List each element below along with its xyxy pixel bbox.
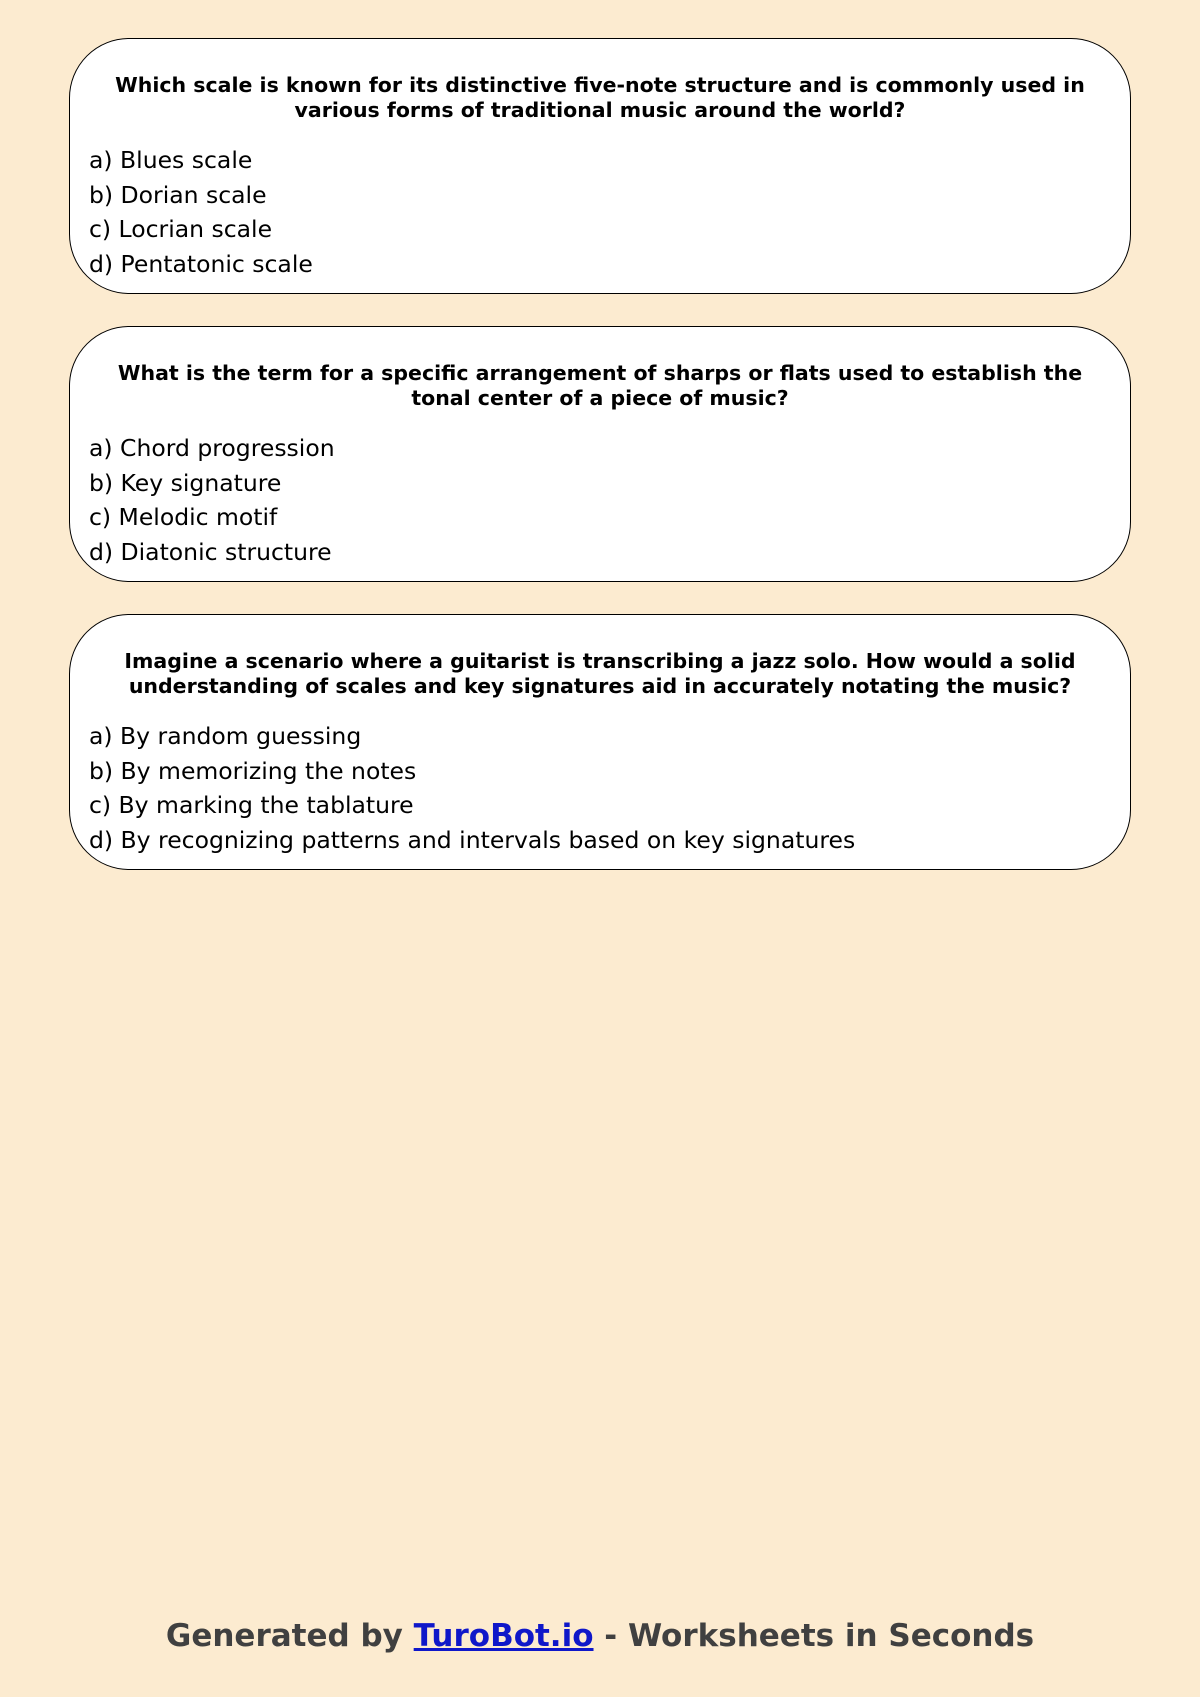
option-d: d) Diatonic structure: [89, 537, 332, 566]
options-list: [89, 143, 1130, 281]
options-list: [89, 719, 1130, 857]
option-b: b) Dorian scale: [89, 180, 267, 209]
footer-suffix: - Worksheets in Seconds: [593, 1618, 1035, 1654]
question-card-3: [69, 614, 1131, 870]
turobot-link[interactable]: TuroBot.io: [413, 1618, 594, 1654]
option-a: a) By random guessing: [89, 722, 362, 750]
option-c: c) By marking the tablature: [89, 791, 414, 819]
option-b: b) By memorizing the notes: [89, 756, 417, 785]
option-d: d) By recognizing patterns and intervals based on key signatures: [89, 825, 856, 854]
option-c: c) Melodic motif: [89, 503, 278, 531]
question-card-2: [69, 326, 1131, 582]
option-b: b) Key signature: [89, 468, 282, 497]
option-a: a) Chord progression: [89, 434, 335, 462]
option-d: d) Pentatonic scale: [89, 249, 313, 278]
footer-prefix: Generated by: [165, 1618, 414, 1654]
question-text: What is the term for a specific arrangement of sharps or flats used to establish the tonal center of a piece of music?: [117, 361, 1083, 410]
footer-credit: [0, 1618, 1200, 1654]
options-list: [89, 431, 1130, 569]
question-text: Imagine a scenario where a guitarist is transcribing a jazz solo. How would a solid understanding of scales and key signatures aid in accurately notating the music?: [124, 649, 1076, 698]
question-text: Which scale is known for its distinctive five-note structure and is commonly used in various forms of traditional music around the world?: [115, 73, 1085, 122]
option-a: a) Blues scale: [89, 146, 253, 174]
option-c: c) Locrian scale: [89, 215, 273, 243]
question-card-1: [69, 38, 1131, 294]
